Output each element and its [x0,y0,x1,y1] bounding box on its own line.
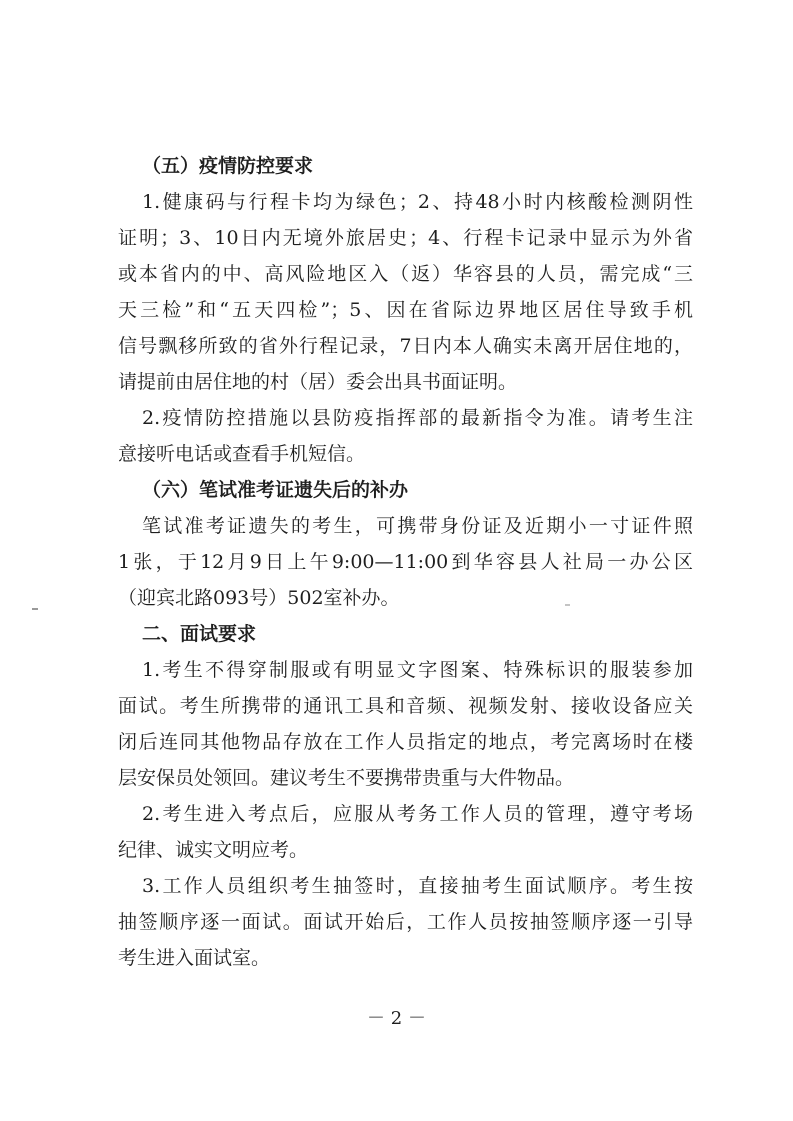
section-heading-ticket-reissue: （六）笔试准考证遗失后的补办 [142,479,409,501]
text-line: 或本省内的中、高风险地区入（返）华容县的人员，需完成“三 [118,263,693,285]
section-heading-epidemic: （五）疫情防控要求 [142,155,314,177]
text-line: 意接听电话或查看手机短信。 [118,443,366,465]
text-line: 闭后连同其他物品存放在工作人员指定的地点，考完离场时在楼 [118,731,693,753]
scan-mark [565,604,570,606]
text-line: 1.考生不得穿制服或有明显文字图案、特殊标识的服装参加 [142,659,693,681]
paragraph-ticket-reissue [118,508,693,616]
text-line: 信号飘移所致的省外行程记录，7日内本人确实未离开居住地的， [118,335,693,357]
text-line: 考生进入面试室。 [118,947,271,969]
page-number: － 2 － [367,1008,426,1029]
text-line: 层安保员处领回。建议考生不要携带贵重与大件物品。 [118,767,575,789]
paragraph-epidemic-2 [118,400,693,472]
paragraph-epidemic-1 [118,184,693,400]
scan-mark [32,608,38,610]
paragraph-interview-1 [118,652,693,796]
text-line: 天三检”和“五天四检”；5、因在省际边界地区居住导致手机 [118,299,693,321]
document-body [118,148,693,976]
text-line: 2.考生进入考点后，应服从考务工作人员的管理，遵守考场 [142,803,693,825]
text-line: 纪律、诚实文明应考。 [118,839,309,861]
text-line: （迎宾北路093号）502室补办。 [118,587,400,609]
text-line: 笔试准考证遗失的考生，可携带身份证及近期小一寸证件照 [142,515,693,537]
paragraph-interview-2 [118,796,693,868]
text-line: 3.工作人员组织考生抽签时，直接抽考生面试顺序。考生按 [142,875,693,897]
text-line: 1张，于12月9日上午9:00—11:00到华容县人社局一办公区 [118,551,693,573]
text-line: 2.疫情防控措施以县防疫指挥部的最新指令为准。请考生注 [142,407,693,429]
paragraph-interview-3 [118,868,693,976]
part-heading-interview: 二、面试要求 [142,623,257,645]
text-line: 面试。考生所携带的通讯工具和音频、视频发射、接收设备应关 [118,695,693,717]
text-line: 1.健康码与行程卡均为绿色；2、持48小时内核酸检测阴性 [142,191,693,213]
text-line: 抽签顺序逐一面试。面试开始后，工作人员按抽签顺序逐一引导 [118,911,693,933]
text-line: 请提前由居住地的村（居）委会出具书面证明。 [118,371,518,393]
text-line: 证明；3、10日内无境外旅居史；4、行程卡记录中显示为外省 [118,227,693,249]
